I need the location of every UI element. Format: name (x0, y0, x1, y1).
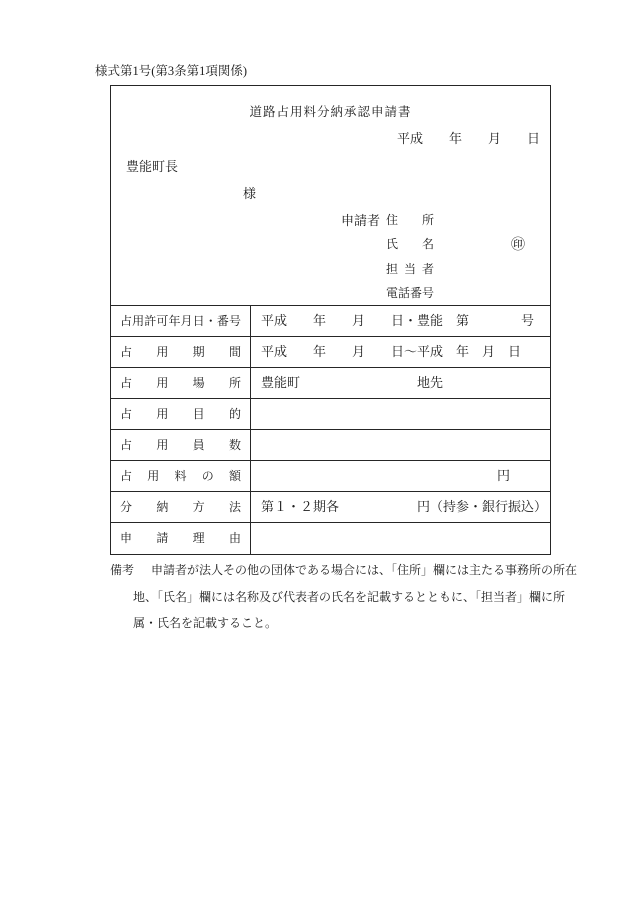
occupation-purpose-row (111, 399, 550, 430)
remarks-line-2: 地、「氏名」欄には名称及び代表者の氏名を記載するとともに、「担当者」欄に所 (133, 589, 566, 604)
row-value: 平成 年 月 日～平成 年 月 日 (261, 344, 522, 359)
applicant-contact-label: 担 当 者 (386, 261, 434, 276)
applicant-label: 申請者 (341, 212, 381, 228)
row-value: 平成 年 月 日・豊能 第 号 (261, 313, 535, 328)
row-label: 申 請 理 由 (111, 523, 251, 554)
row-label: 占 用 目 的 (111, 399, 251, 429)
form-number-label: 様式第1号(第3条第1項関係) (95, 64, 248, 78)
row-value (251, 523, 550, 554)
applicant-name-row (341, 232, 531, 257)
row-value: 豊能町 地先 (261, 375, 444, 390)
application-reason-row (111, 523, 550, 554)
applicant-phone-label: 電話番号 (386, 286, 435, 301)
row-value: 円 (496, 468, 510, 483)
remarks-text: 申請者が法人その他の団体である場合には、「住所」欄には主たる事務所の所在 (151, 563, 578, 577)
permit-date-number-row (111, 306, 550, 337)
row-label: 占 用 期 間 (111, 337, 251, 367)
remarks-line-3: 属・氏名を記載すること。 (133, 616, 278, 630)
occupation-fee-row (111, 461, 550, 492)
row-value: 第１・２期各 円（持参・銀行振込） (261, 499, 548, 514)
row-value (251, 399, 550, 429)
row-value (251, 430, 550, 460)
form-title: 道路占用料分納承認申請書 (249, 105, 412, 119)
remarks-label: 備考 (110, 563, 135, 577)
occupation-period-row (111, 337, 550, 368)
applicant-block (341, 207, 531, 305)
row-label: 分 納 方 法 (111, 492, 251, 522)
applicant-contact-row (341, 256, 531, 281)
row-label: 占用許可年月日・番号 (111, 306, 251, 336)
applicant-address-label: 住 所 (386, 212, 435, 227)
application-form-box (110, 85, 551, 555)
date-line: 平成 年 月 日 (396, 131, 540, 146)
seal-mark-icon: ㊞ (511, 237, 525, 253)
applicant-address-row (341, 207, 531, 232)
installment-method-row (111, 492, 550, 523)
occupation-quantity-row (111, 430, 550, 461)
remarks-line-1 (110, 557, 615, 584)
row-label: 占 用 員 数 (111, 430, 251, 460)
applicant-phone-row (341, 281, 531, 306)
remarks-block (110, 557, 615, 637)
addressee-honorific: 様 (243, 186, 257, 201)
occupation-place-row (111, 368, 550, 399)
addressee-name: 豊能町長 (126, 159, 179, 174)
form-header (111, 86, 550, 306)
row-label: 占 用 場 所 (111, 368, 251, 398)
row-label: 占 用 料 の 額 (111, 461, 251, 491)
applicant-name-label: 氏 名 (386, 237, 435, 252)
